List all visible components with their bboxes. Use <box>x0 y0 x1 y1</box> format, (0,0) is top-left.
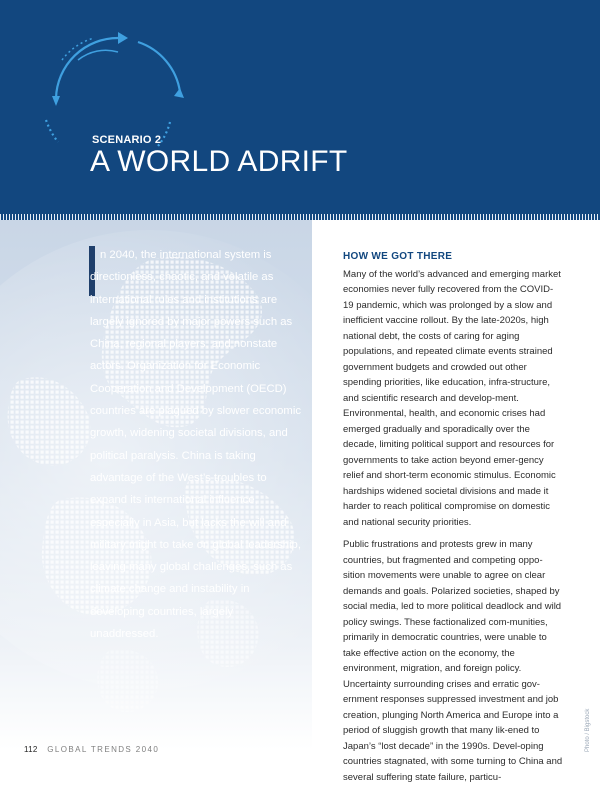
publication-name: GLOBAL TRENDS 2040 <box>47 745 160 754</box>
header-banner <box>0 0 600 218</box>
page-number: 112 <box>24 745 38 754</box>
body-paragraph-2: Public frustrations and protests grew in many countries, but fragmented and competing oppo-sition movements were unable to agree on clear demands and goals. Polarized societies, shaped by social media, led to more political deadlock and wild policy swings. These factionalized com-munities, primarily in democratic countries, were unable to take effective action on the economy, the environment, migration, and foreign policy. Uncertainty surrounding crises and erratic gov-ernment responses suppressed investment and job creation, plunging North America and Europe into a period of sluggish growth that many lik-ened to Japan’s “lost decade” in the 1990s. Devel-oping countries stagnated, with some turning to China and several suffering state failure, particu- <box>343 539 563 783</box>
body-column <box>343 249 563 792</box>
photo-credit: Photo / Bigstock <box>585 708 591 752</box>
page-title: A WORLD ADRIFT <box>90 145 348 178</box>
lead-paragraph: n 2040, the international system is directionless, chaotic, and volatile as international rules and institutions are largely ignored by major powers such as China, regional players, and nonstate actors. Organization for Economic Cooperation and Development (OECD) countries are plagued by slower economic growth, widening societal divisions, and political paralysis. China is taking advantage of the West’s troubles to expand its international influence, especially in Asia, but lacks the will and military might to take on global leadership, leaving many global challenges, such as climate change and instability in developing countries, largely unaddressed. <box>90 249 301 641</box>
body-paragraph-1: Many of the world’s advanced and emerging market economies never fully recovered from the COVID-19 pandemic, which was prolonged by a slow and inefficient vaccine rollout. By the late-2020s, high national debt, the costs of caring for aging populations, and repeated climate events strained government budgets and crowded out other spending priorities, like education, infra-structure, and scientific research and develop-ment. Environmental, health, and economic crises had emerged gradually and sporadically over the decade, limiting political support and resources for governments to take action beyond emer-gency relief and short-term economic stimulus. Economic hardships widened societal divisions and made it harder to reach political compromise on domestic and national security priorities. <box>343 268 561 528</box>
section-heading: HOW WE GOT THERE <box>343 251 453 262</box>
page-footer <box>24 745 159 754</box>
scenario-label: SCENARIO 2 <box>92 134 162 146</box>
